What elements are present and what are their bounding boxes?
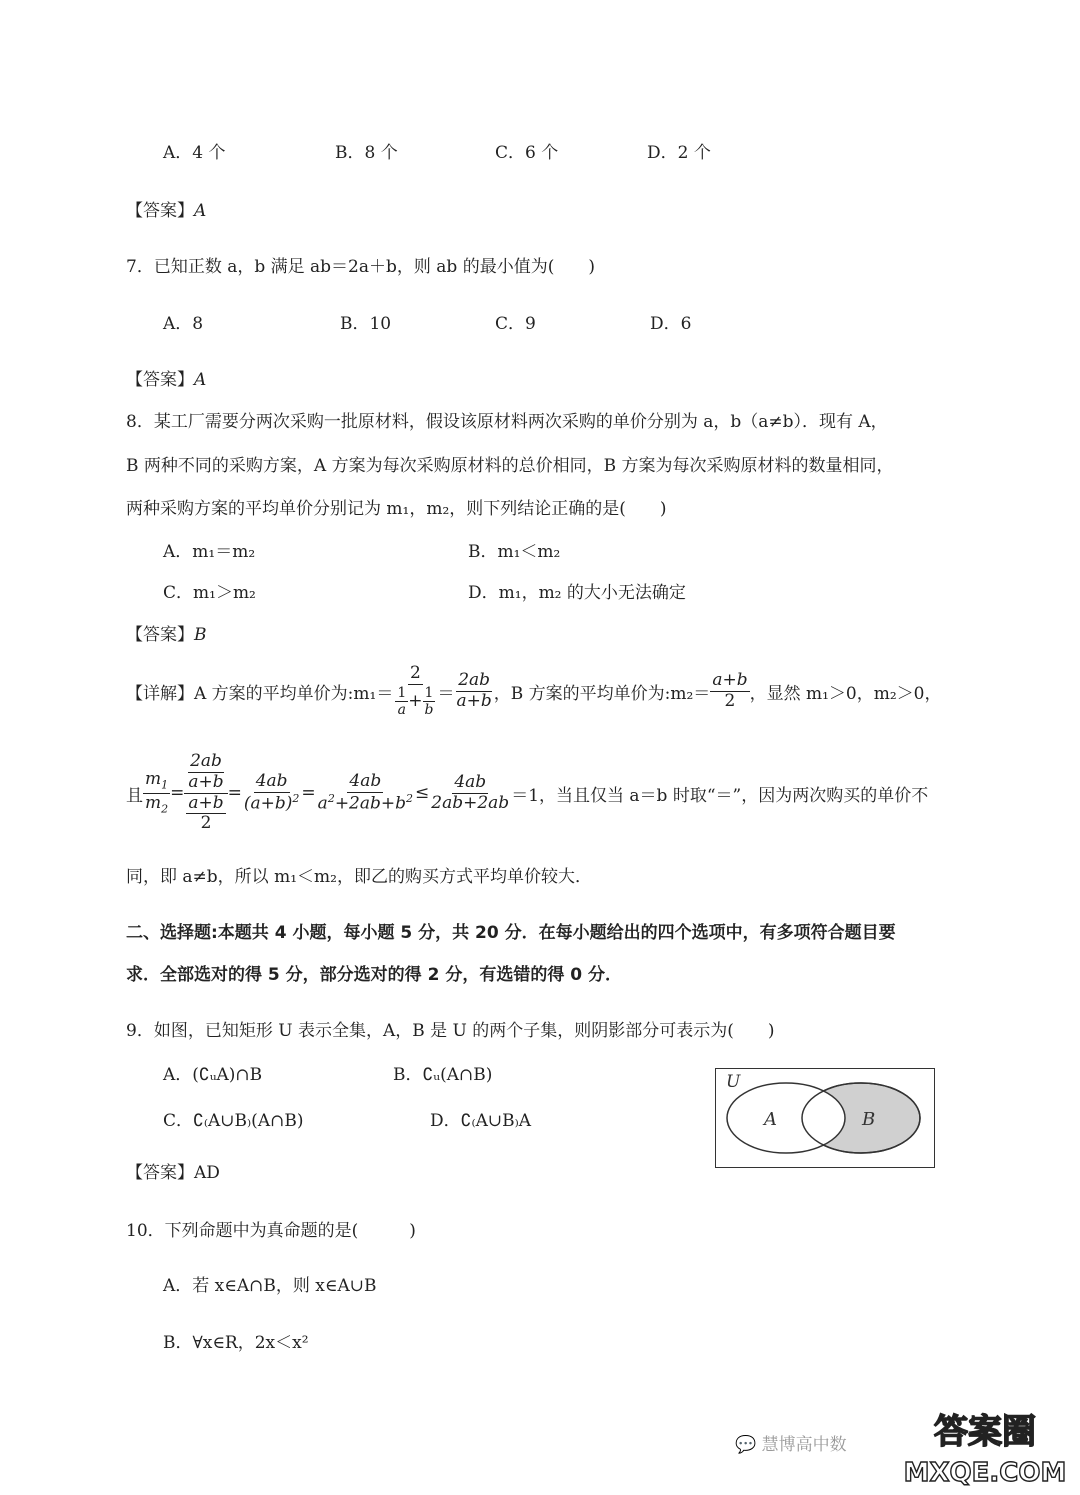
q9-option-c: C．∁₍A∪B₎(A∩B): [163, 1111, 304, 1131]
fraction: $\frac{a+b}{2}$: [712, 669, 748, 711]
q9-option-d: D．∁₍A∪B₎A: [430, 1111, 532, 1131]
q8-detail-line1: [126, 660, 941, 722]
q8-stem-line2: B 两种不同的采购方案，A 方案为每次采购原材料的总价相同，B 方案为每次采购原材料的数量相同，: [126, 456, 894, 476]
fraction: $\frac{2ab}{a+b}$: [456, 669, 492, 711]
answer-label: 【答案】: [126, 370, 194, 390]
wechat-icon: 💬: [735, 1435, 757, 1455]
section2-heading-line1: 二、选择题:本题共 4 小题，每小题 5 分，共 20 分．在每小题给出的四个选项中，有多项符合题目要: [126, 923, 896, 943]
q8-option-b: B．m₁＜m₂: [468, 542, 561, 562]
fraction: $\frac{m_1}{m_2}$: [145, 769, 169, 815]
wechat-account-name: 慧博高中数: [761, 1435, 847, 1455]
q7-option-b: B．10: [340, 314, 392, 334]
q6-option-c: C．6 个: [495, 143, 559, 163]
q6-option-d: D．2 个: [647, 143, 711, 163]
q8-option-a: A．m₁＝m₂: [163, 542, 256, 562]
answer-value: A: [194, 370, 207, 390]
q8-option-d: D．m₁，m₂ 的大小无法确定: [468, 583, 686, 603]
venn-svg: [716, 1069, 934, 1167]
fraction: $\frac{\frac{2ab}{a+b}}{\frac{a+b}{2}}$: [184, 752, 227, 833]
wechat-footer: [735, 1430, 847, 1455]
q10-option-b: B．∀x∈R，2x＜x²: [163, 1333, 309, 1353]
detail-label: 【详解】: [126, 683, 194, 704]
fraction: $\frac{4ab}{(a+b)^2}$: [243, 771, 300, 814]
q6-option-b: B．8 个: [335, 143, 398, 163]
watermark-bottom-text: MXQE.COM: [903, 1458, 1067, 1488]
q9-stem: 9．如图，已知矩形 U 表示全集，A，B 是 U 的两个子集，则阴影部分可表示为( ): [126, 1021, 775, 1041]
venn-set-a: [727, 1083, 845, 1153]
answer-label: 【答案】: [126, 1163, 194, 1183]
detail-text: 且: [126, 785, 143, 806]
q8-stem-line1: 8．某工厂需要分两次采购一批原材料，假设该原材料两次采购的单价分别为 a，b（a≠b）．现有 A，: [126, 412, 888, 432]
answer-value: A: [194, 201, 207, 221]
q6-option-a: A．4 个: [163, 143, 226, 163]
venn-diagram: [715, 1068, 935, 1168]
q8-detail-line3: 同，即 a≠b，所以 m₁＜m₂，即乙的购买方式平均单价较大．: [126, 867, 592, 887]
q7-option-c: C．9: [495, 314, 536, 334]
q9-option-a: A．(∁ᵤA)∩B: [163, 1065, 263, 1085]
watermark-top-text: 答案圈: [934, 1412, 1036, 1452]
watermark-logo: [900, 1405, 1070, 1490]
q10-stem: 10．下列命题中为真命题的是( ): [126, 1221, 416, 1241]
q8-detail-line2: 且 $\frac{m_1}{m_2}$ = $\frac{\frac{2ab}{a+b}}{\frac{a+b}{2}}$ = $\frac{4ab}{(a+b)^2}$ = $\frac{4ab}{a^2+2ab+b^2}$ ≤ $\frac{4ab}{2ab+2ab}$ ＝1，当且仅当 a＝b 时取“＝”，因为两次购买的单价不: [126, 751, 929, 834]
detail-text: A 方案的平均单价为:m₁＝: [194, 683, 394, 704]
q7-answer: [126, 365, 206, 390]
q7-option-a: A．8: [163, 314, 204, 334]
fraction: $\frac{4ab}{2ab+2ab}$: [431, 771, 510, 813]
q6-answer: [126, 196, 206, 221]
q8-answer: [126, 620, 207, 645]
venn-label-a: A: [764, 1109, 777, 1130]
venn-label-b: B: [862, 1109, 876, 1130]
section2-heading-line2: 求．全部选对的得 5 分，部分选对的得 2 分，有选错的得 0 分．: [126, 965, 622, 985]
watermark-svg: [900, 1405, 1070, 1490]
detail-text: ＝: [437, 683, 455, 704]
q8-stem-line3: 两种采购方案的平均单价分别记为 m₁，m₂，则下列结论正确的是( ): [126, 499, 667, 519]
q7-stem: 7．已知正数 a，b 满足 ab＝2a＋b，则 ab 的最小值为( ): [126, 257, 595, 277]
detail-text: ＝1，当且仅当 a＝b 时取“＝”，因为两次购买的单价不: [511, 785, 929, 806]
fraction: 2 $\frac{1}{a}$ + $\frac{1}{b}$: [397, 663, 434, 718]
q7-option-d: D．6: [650, 314, 692, 334]
answer-value: B: [194, 625, 207, 645]
answer-label: 【答案】: [126, 625, 194, 645]
q9-answer: [126, 1158, 220, 1183]
answer-value: AD: [194, 1163, 220, 1183]
q9-option-b: B．∁ᵤ(A∩B): [393, 1065, 493, 1085]
q8-option-c: C．m₁＞m₂: [163, 583, 256, 603]
detail-text: ，B 方案的平均单价为:m₂＝: [493, 683, 711, 704]
q10-option-a: A．若 x∈A∩B，则 x∈A∪B: [163, 1276, 377, 1296]
detail-text: ，显然 m₁＞0，m₂＞0，: [749, 683, 942, 704]
answer-label: 【答案】: [126, 201, 194, 221]
venn-label-u: U: [726, 1072, 741, 1092]
fraction: $\frac{4ab}{a^2+2ab+b^2}$: [317, 771, 414, 814]
